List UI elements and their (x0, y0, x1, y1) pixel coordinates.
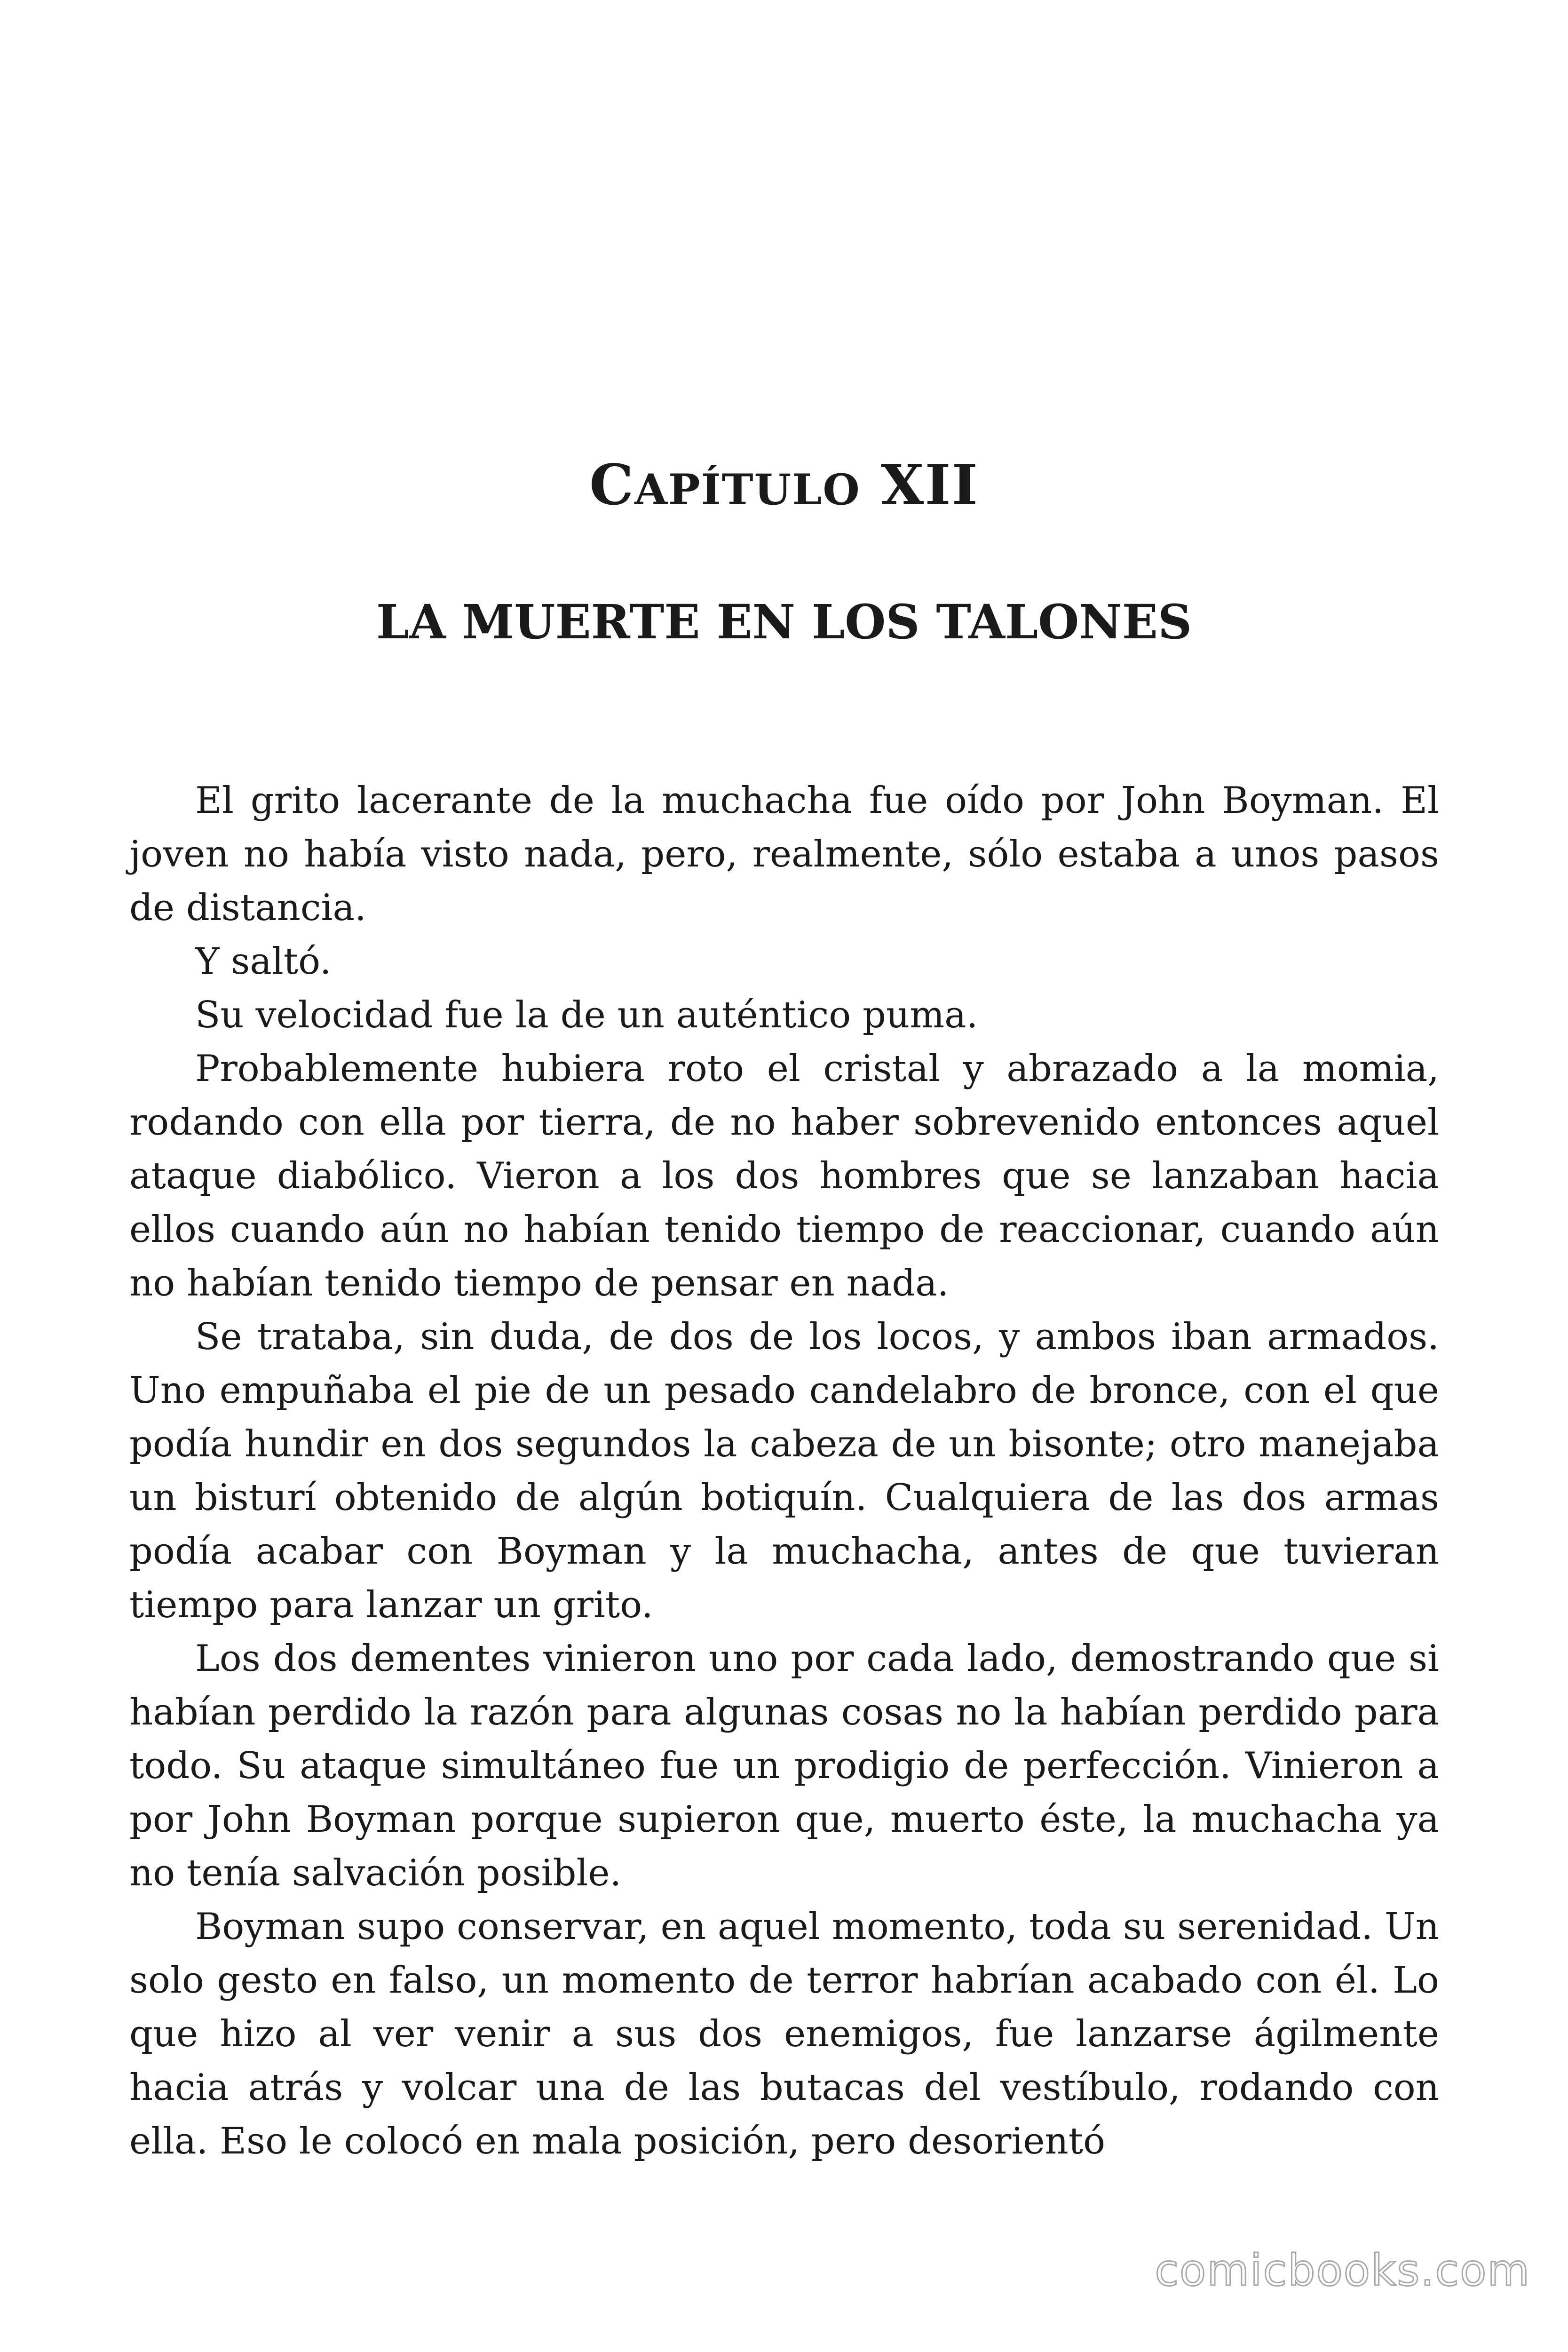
paragraph: Probablemente hubiera roto el cristal y abrazado a la momia, rodando con ella por tierra, de no haber sobrevenido entonces aquel ataque diabólico. Vieron a los dos hombres que se lanzaban hacia ellos cuando aún no habían tenido tiempo de reaccionar, cuando aún no habían tenido tiempo de pensar en nada. (129, 1048, 1439, 1304)
chapter-label-initial: C (589, 452, 635, 517)
paragraph: Boyman supo conservar, en aquel momento, toda su serenidad. Un solo gesto en falso, un momento de terror habrían acabado con él. Lo que hizo al ver venir a sus dos enemigos, fue lanzarse ágilmente hacia atrás y volcar una de las butacas del vestíbulo, rodando con ella. Eso le colocó en mala posición, pero desorientó (129, 1906, 1439, 2162)
chapter-label (0, 452, 1568, 518)
paragraph: Los dos dementes vinieron uno por cada lado, demostrando que si habían perdido la razón para algunas cosas no la habían perdido para todo. Su ataque simultáneo fue un prodigio de perfección. Vinieron a por John Boyman porque supieron que, muerto éste, la muchacha ya no tenía salvación posible. (129, 1637, 1439, 1894)
chapter-label-smallcaps: APÍTULO (634, 465, 861, 515)
chapter-title: LA MUERTE EN LOS TALONES (376, 594, 1192, 650)
paragraph: Se trataba, sin duda, de dos de los locos, y ambos iban armados. Uno empuñaba el pie de un pesado candelabro de bronce, con el que podía hundir en dos segundos la cabeza de un bisonte; otro manejaba un bisturí obtenido de algún botiquín. Cualquiera de las dos armas podía acabar con Boyman y la muchacha, antes de que tuvieran tiempo para lanzar un grito. (129, 1316, 1439, 1626)
chapter-numeral: XII (880, 452, 979, 517)
body-text (129, 774, 1439, 2168)
paragraph: El grito lacerante de la muchacha fue oído por John Boyman. El joven no había visto nada, pero, realmente, sólo estaba a unos pasos de distancia. (129, 779, 1439, 929)
paragraph: Y saltó. (195, 940, 332, 983)
watermark: comicbooks.com (1155, 2245, 1530, 2296)
paragraph: Su velocidad fue la de un auténtico puma. (195, 994, 978, 1036)
